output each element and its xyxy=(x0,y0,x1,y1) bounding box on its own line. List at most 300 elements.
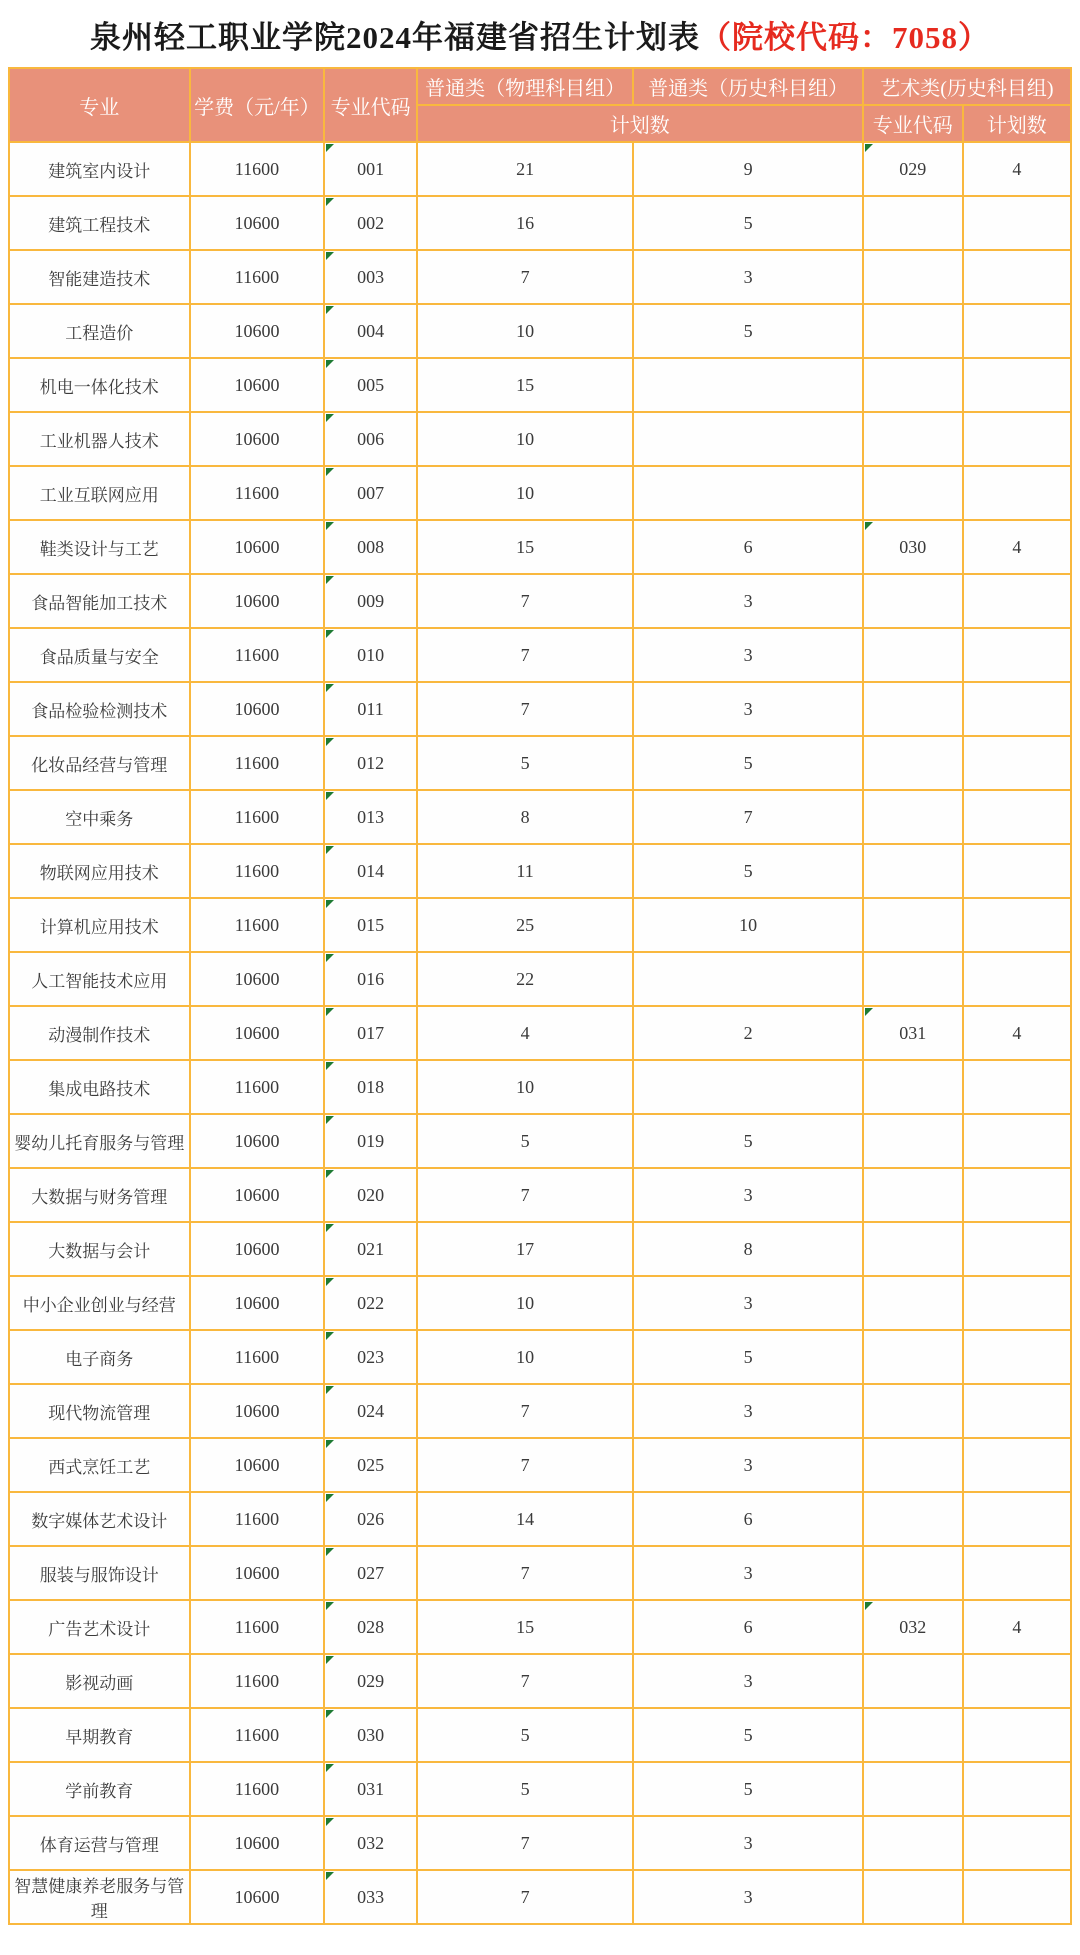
art-plan-cell xyxy=(963,1870,1071,1924)
history-plan-cell xyxy=(633,358,862,412)
cell-error-indicator-icon xyxy=(326,306,334,314)
major-cell: 物联网应用技术 xyxy=(9,844,190,898)
tuition-cell: 10600 xyxy=(190,412,325,466)
art-plan-cell xyxy=(963,790,1071,844)
physics-plan-cell: 7 xyxy=(417,1654,634,1708)
history-plan-cell: 3 xyxy=(633,1168,862,1222)
major-code-cell: 005 xyxy=(324,358,416,412)
art-code-cell xyxy=(863,1708,963,1762)
tuition-cell: 10600 xyxy=(190,304,325,358)
tuition-cell: 11600 xyxy=(190,1654,325,1708)
table-row xyxy=(9,1168,1071,1222)
tuition-cell: 11600 xyxy=(190,250,325,304)
major-cell: 服装与服饰设计 xyxy=(9,1546,190,1600)
art-plan-cell: 4 xyxy=(963,520,1071,574)
major-code-cell: 009 xyxy=(324,574,416,628)
physics-plan-cell: 5 xyxy=(417,736,634,790)
major-code-cell: 033 xyxy=(324,1870,416,1924)
art-code-cell xyxy=(863,1060,963,1114)
physics-plan-cell: 22 xyxy=(417,952,634,1006)
art-plan-cell: 4 xyxy=(963,142,1071,196)
major-code-cell: 026 xyxy=(324,1492,416,1546)
history-plan-cell: 5 xyxy=(633,1762,862,1816)
history-plan-cell: 9 xyxy=(633,142,862,196)
art-code-cell xyxy=(863,250,963,304)
table-row xyxy=(9,1438,1071,1492)
history-plan-cell: 3 xyxy=(633,250,862,304)
major-code-cell: 012 xyxy=(324,736,416,790)
history-plan-cell xyxy=(633,952,862,1006)
art-plan-cell xyxy=(963,1222,1071,1276)
cell-error-indicator-icon xyxy=(326,468,334,476)
art-code-cell xyxy=(863,1762,963,1816)
enrollment-plan-table xyxy=(8,67,1072,1925)
tuition-cell: 11600 xyxy=(190,844,325,898)
major-code-cell: 006 xyxy=(324,412,416,466)
header-plan-count: 计划数 xyxy=(417,105,863,142)
art-code-cell xyxy=(863,358,963,412)
art-plan-cell: 4 xyxy=(963,1006,1071,1060)
cell-error-indicator-icon xyxy=(326,414,334,422)
table-row xyxy=(9,250,1071,304)
art-plan-cell xyxy=(963,1492,1071,1546)
physics-plan-cell: 5 xyxy=(417,1708,634,1762)
art-plan-cell xyxy=(963,412,1071,466)
art-plan-cell xyxy=(963,574,1071,628)
physics-plan-cell: 14 xyxy=(417,1492,634,1546)
header-art-major-code: 专业代码 xyxy=(863,105,963,142)
tuition-cell: 10600 xyxy=(190,1168,325,1222)
physics-plan-cell: 10 xyxy=(417,1330,634,1384)
physics-plan-cell: 10 xyxy=(417,1276,634,1330)
physics-plan-cell: 7 xyxy=(417,1384,634,1438)
art-plan-cell xyxy=(963,628,1071,682)
cell-error-indicator-icon xyxy=(326,144,334,152)
cell-error-indicator-icon xyxy=(865,1008,873,1016)
table-row xyxy=(9,1654,1071,1708)
art-code-cell xyxy=(863,1870,963,1924)
cell-error-indicator-icon xyxy=(326,1062,334,1070)
major-cell: 食品检验检测技术 xyxy=(9,682,190,736)
art-plan-cell xyxy=(963,250,1071,304)
major-code-cell: 017 xyxy=(324,1006,416,1060)
art-plan-cell xyxy=(963,1438,1071,1492)
cell-error-indicator-icon xyxy=(326,846,334,854)
major-cell: 学前教育 xyxy=(9,1762,190,1816)
header-major: 专业 xyxy=(9,68,190,142)
cell-error-indicator-icon xyxy=(326,1440,334,1448)
art-plan-cell xyxy=(963,1276,1071,1330)
major-code-cell: 020 xyxy=(324,1168,416,1222)
art-code-cell xyxy=(863,1384,963,1438)
major-code-cell: 025 xyxy=(324,1438,416,1492)
physics-plan-cell: 16 xyxy=(417,196,634,250)
history-plan-cell: 3 xyxy=(633,1384,862,1438)
header-history-group: 普通类（历史科目组） xyxy=(633,68,862,105)
history-plan-cell: 3 xyxy=(633,682,862,736)
physics-plan-cell: 8 xyxy=(417,790,634,844)
history-plan-cell: 10 xyxy=(633,898,862,952)
cell-error-indicator-icon xyxy=(326,1872,334,1880)
art-code-cell xyxy=(863,412,963,466)
art-code-cell xyxy=(863,898,963,952)
art-code-cell xyxy=(863,952,963,1006)
tuition-cell: 10600 xyxy=(190,1438,325,1492)
cell-error-indicator-icon xyxy=(326,1386,334,1394)
cell-error-indicator-icon xyxy=(326,954,334,962)
art-code-cell: 029 xyxy=(863,142,963,196)
cell-error-indicator-icon xyxy=(326,1602,334,1610)
tuition-cell: 10600 xyxy=(190,682,325,736)
major-cell: 大数据与财务管理 xyxy=(9,1168,190,1222)
tuition-cell: 10600 xyxy=(190,574,325,628)
major-cell: 食品质量与安全 xyxy=(9,628,190,682)
table-row xyxy=(9,142,1071,196)
history-plan-cell: 6 xyxy=(633,520,862,574)
major-code-cell: 019 xyxy=(324,1114,416,1168)
cell-error-indicator-icon xyxy=(865,522,873,530)
history-plan-cell: 5 xyxy=(633,844,862,898)
art-code-cell xyxy=(863,790,963,844)
art-code-cell xyxy=(863,1492,963,1546)
art-plan-cell xyxy=(963,196,1071,250)
major-cell: 计算机应用技术 xyxy=(9,898,190,952)
art-code-cell xyxy=(863,1276,963,1330)
art-plan-cell xyxy=(963,1546,1071,1600)
art-code-cell: 030 xyxy=(863,520,963,574)
tuition-cell: 10600 xyxy=(190,1276,325,1330)
art-plan-cell xyxy=(963,1060,1071,1114)
major-code-cell: 014 xyxy=(324,844,416,898)
art-code-cell: 032 xyxy=(863,1600,963,1654)
physics-plan-cell: 15 xyxy=(417,1600,634,1654)
major-cell: 婴幼儿托育服务与管理 xyxy=(9,1114,190,1168)
art-code-cell xyxy=(863,1222,963,1276)
physics-plan-cell: 4 xyxy=(417,1006,634,1060)
tuition-cell: 10600 xyxy=(190,520,325,574)
major-code-cell: 028 xyxy=(324,1600,416,1654)
major-code-cell: 004 xyxy=(324,304,416,358)
art-code-cell xyxy=(863,682,963,736)
history-plan-cell: 3 xyxy=(633,1546,862,1600)
tuition-cell: 11600 xyxy=(190,898,325,952)
table-row xyxy=(9,1222,1071,1276)
major-code-cell: 030 xyxy=(324,1708,416,1762)
tuition-cell: 11600 xyxy=(190,1330,325,1384)
physics-plan-cell: 7 xyxy=(417,682,634,736)
art-plan-cell xyxy=(963,1708,1071,1762)
history-plan-cell: 5 xyxy=(633,1330,862,1384)
physics-plan-cell: 7 xyxy=(417,1546,634,1600)
page-title xyxy=(0,0,1080,67)
tuition-cell: 11600 xyxy=(190,628,325,682)
major-cell: 空中乘务 xyxy=(9,790,190,844)
history-plan-cell: 5 xyxy=(633,196,862,250)
history-plan-cell: 5 xyxy=(633,304,862,358)
history-plan-cell: 2 xyxy=(633,1006,862,1060)
cell-error-indicator-icon xyxy=(326,252,334,260)
cell-error-indicator-icon xyxy=(326,522,334,530)
cell-error-indicator-icon xyxy=(326,360,334,368)
tuition-cell: 11600 xyxy=(190,466,325,520)
physics-plan-cell: 10 xyxy=(417,304,634,358)
cell-error-indicator-icon xyxy=(865,1602,873,1610)
history-plan-cell: 3 xyxy=(633,1276,862,1330)
cell-error-indicator-icon xyxy=(326,576,334,584)
table-row xyxy=(9,682,1071,736)
major-cell: 食品智能加工技术 xyxy=(9,574,190,628)
major-code-cell: 024 xyxy=(324,1384,416,1438)
physics-plan-cell: 7 xyxy=(417,1438,634,1492)
physics-plan-cell: 10 xyxy=(417,1060,634,1114)
table-row xyxy=(9,1762,1071,1816)
major-cell: 人工智能技术应用 xyxy=(9,952,190,1006)
history-plan-cell: 6 xyxy=(633,1600,862,1654)
major-code-cell: 016 xyxy=(324,952,416,1006)
table-row xyxy=(9,790,1071,844)
header-major-code: 专业代码 xyxy=(324,68,416,142)
table-row xyxy=(9,844,1071,898)
major-code-cell: 003 xyxy=(324,250,416,304)
art-plan-cell xyxy=(963,952,1071,1006)
major-cell: 影视动画 xyxy=(9,1654,190,1708)
table-row xyxy=(9,1276,1071,1330)
art-code-cell xyxy=(863,574,963,628)
physics-plan-cell: 7 xyxy=(417,1168,634,1222)
major-cell: 电子商务 xyxy=(9,1330,190,1384)
history-plan-cell: 5 xyxy=(633,1114,862,1168)
history-plan-cell: 5 xyxy=(633,1708,862,1762)
header-tuition: 学费（元/年） xyxy=(190,68,325,142)
major-cell: 工程造价 xyxy=(9,304,190,358)
major-code-cell: 010 xyxy=(324,628,416,682)
major-code-cell: 031 xyxy=(324,1762,416,1816)
major-cell: 智慧健康养老服务与管理 xyxy=(9,1870,190,1924)
physics-plan-cell: 5 xyxy=(417,1114,634,1168)
tuition-cell: 11600 xyxy=(190,790,325,844)
art-plan-cell xyxy=(963,898,1071,952)
tuition-cell: 10600 xyxy=(190,1384,325,1438)
major-cell: 早期教育 xyxy=(9,1708,190,1762)
art-plan-cell xyxy=(963,1762,1071,1816)
major-cell: 动漫制作技术 xyxy=(9,1006,190,1060)
table-row xyxy=(9,1870,1071,1924)
major-code-cell: 023 xyxy=(324,1330,416,1384)
art-code-cell xyxy=(863,1438,963,1492)
major-code-cell: 022 xyxy=(324,1276,416,1330)
cell-error-indicator-icon xyxy=(326,1116,334,1124)
cell-error-indicator-icon xyxy=(326,1818,334,1826)
table-row xyxy=(9,1708,1071,1762)
major-code-cell: 018 xyxy=(324,1060,416,1114)
tuition-cell: 10600 xyxy=(190,1006,325,1060)
table-row xyxy=(9,412,1071,466)
physics-plan-cell: 7 xyxy=(417,628,634,682)
major-code-cell: 011 xyxy=(324,682,416,736)
history-plan-cell: 3 xyxy=(633,1438,862,1492)
tuition-cell: 10600 xyxy=(190,196,325,250)
art-code-cell xyxy=(863,1168,963,1222)
art-code-cell xyxy=(863,466,963,520)
major-code-cell: 027 xyxy=(324,1546,416,1600)
cell-error-indicator-icon xyxy=(326,792,334,800)
art-code-cell xyxy=(863,844,963,898)
art-plan-cell xyxy=(963,304,1071,358)
physics-plan-cell: 7 xyxy=(417,574,634,628)
major-cell: 建筑工程技术 xyxy=(9,196,190,250)
header-physics-group: 普通类（物理科目组） xyxy=(417,68,634,105)
history-plan-cell: 6 xyxy=(633,1492,862,1546)
history-plan-cell: 7 xyxy=(633,790,862,844)
tuition-cell: 10600 xyxy=(190,1546,325,1600)
physics-plan-cell: 17 xyxy=(417,1222,634,1276)
physics-plan-cell: 21 xyxy=(417,142,634,196)
major-code-cell: 013 xyxy=(324,790,416,844)
physics-plan-cell: 5 xyxy=(417,1762,634,1816)
table-row xyxy=(9,1006,1071,1060)
history-plan-cell: 3 xyxy=(633,1654,862,1708)
major-code-cell: 008 xyxy=(324,520,416,574)
art-code-cell xyxy=(863,1654,963,1708)
cell-error-indicator-icon xyxy=(326,630,334,638)
art-plan-cell xyxy=(963,1384,1071,1438)
history-plan-cell: 3 xyxy=(633,574,862,628)
major-cell: 现代物流管理 xyxy=(9,1384,190,1438)
art-code-cell xyxy=(863,1114,963,1168)
major-cell: 大数据与会计 xyxy=(9,1222,190,1276)
major-cell: 鞋类设计与工艺 xyxy=(9,520,190,574)
table-row xyxy=(9,1384,1071,1438)
major-cell: 数字媒体艺术设计 xyxy=(9,1492,190,1546)
cell-error-indicator-icon xyxy=(326,1332,334,1340)
tuition-cell: 10600 xyxy=(190,1870,325,1924)
table-row xyxy=(9,898,1071,952)
tuition-cell: 11600 xyxy=(190,736,325,790)
table-row xyxy=(9,1546,1071,1600)
table-row xyxy=(9,736,1071,790)
art-plan-cell xyxy=(963,736,1071,790)
major-cell: 化妆品经营与管理 xyxy=(9,736,190,790)
history-plan-cell: 3 xyxy=(633,1816,862,1870)
physics-plan-cell: 15 xyxy=(417,520,634,574)
major-cell: 广告艺术设计 xyxy=(9,1600,190,1654)
major-code-cell: 032 xyxy=(324,1816,416,1870)
major-cell: 智能建造技术 xyxy=(9,250,190,304)
major-code-cell: 002 xyxy=(324,196,416,250)
major-code-cell: 029 xyxy=(324,1654,416,1708)
cell-error-indicator-icon xyxy=(326,1548,334,1556)
history-plan-cell: 5 xyxy=(633,736,862,790)
page-title-main: 泉州轻工职业学院2024年福建省招生计划表 xyxy=(90,20,700,55)
art-plan-cell xyxy=(963,466,1071,520)
cell-error-indicator-icon xyxy=(326,738,334,746)
major-cell: 建筑室内设计 xyxy=(9,142,190,196)
cell-error-indicator-icon xyxy=(326,1278,334,1286)
table-row xyxy=(9,1816,1071,1870)
art-code-cell xyxy=(863,1330,963,1384)
major-cell: 西式烹饪工艺 xyxy=(9,1438,190,1492)
major-cell: 集成电路技术 xyxy=(9,1060,190,1114)
table-row xyxy=(9,1060,1071,1114)
major-code-cell: 021 xyxy=(324,1222,416,1276)
header-art-group: 艺术类(历史科目组) xyxy=(863,68,1071,105)
tuition-cell: 11600 xyxy=(190,1708,325,1762)
table-body xyxy=(9,142,1071,1924)
table-row xyxy=(9,466,1071,520)
tuition-cell: 10600 xyxy=(190,1222,325,1276)
cell-error-indicator-icon xyxy=(326,1494,334,1502)
cell-error-indicator-icon xyxy=(326,1764,334,1772)
major-code-cell: 015 xyxy=(324,898,416,952)
tuition-cell: 11600 xyxy=(190,1600,325,1654)
physics-plan-cell: 7 xyxy=(417,1816,634,1870)
art-plan-cell xyxy=(963,1816,1071,1870)
cell-error-indicator-icon xyxy=(326,1170,334,1178)
table-row xyxy=(9,304,1071,358)
art-plan-cell xyxy=(963,1168,1071,1222)
cell-error-indicator-icon xyxy=(865,144,873,152)
cell-error-indicator-icon xyxy=(326,900,334,908)
header-art-plan-count: 计划数 xyxy=(963,105,1071,142)
tuition-cell: 11600 xyxy=(190,1492,325,1546)
history-plan-cell xyxy=(633,466,862,520)
physics-plan-cell: 15 xyxy=(417,358,634,412)
major-cell: 体育运营与管理 xyxy=(9,1816,190,1870)
tuition-cell: 10600 xyxy=(190,1816,325,1870)
cell-error-indicator-icon xyxy=(326,198,334,206)
major-cell: 工业互联网应用 xyxy=(9,466,190,520)
physics-plan-cell: 7 xyxy=(417,1870,634,1924)
table-header xyxy=(9,68,1071,142)
cell-error-indicator-icon xyxy=(326,1008,334,1016)
tuition-cell: 11600 xyxy=(190,142,325,196)
major-cell: 中小企业创业与经营 xyxy=(9,1276,190,1330)
art-plan-cell: 4 xyxy=(963,1600,1071,1654)
history-plan-cell: 3 xyxy=(633,1870,862,1924)
table-row xyxy=(9,196,1071,250)
table-row xyxy=(9,1114,1071,1168)
physics-plan-cell: 10 xyxy=(417,466,634,520)
cell-error-indicator-icon xyxy=(326,1710,334,1718)
art-plan-cell xyxy=(963,1330,1071,1384)
tuition-cell: 10600 xyxy=(190,952,325,1006)
page-title-college-code: （院校代码：7058） xyxy=(700,20,990,55)
cell-error-indicator-icon xyxy=(326,1656,334,1664)
major-cell: 工业机器人技术 xyxy=(9,412,190,466)
history-plan-cell: 3 xyxy=(633,628,862,682)
tuition-cell: 10600 xyxy=(190,1114,325,1168)
table-row xyxy=(9,520,1071,574)
physics-plan-cell: 10 xyxy=(417,412,634,466)
table-row xyxy=(9,358,1071,412)
cell-error-indicator-icon xyxy=(326,1224,334,1232)
art-plan-cell xyxy=(963,844,1071,898)
history-plan-cell xyxy=(633,412,862,466)
tuition-cell: 10600 xyxy=(190,358,325,412)
art-code-cell xyxy=(863,1546,963,1600)
table-row xyxy=(9,1330,1071,1384)
cell-error-indicator-icon xyxy=(326,684,334,692)
history-plan-cell: 8 xyxy=(633,1222,862,1276)
table-row xyxy=(9,1600,1071,1654)
art-code-cell: 031 xyxy=(863,1006,963,1060)
physics-plan-cell: 25 xyxy=(417,898,634,952)
art-code-cell xyxy=(863,196,963,250)
physics-plan-cell: 7 xyxy=(417,250,634,304)
art-plan-cell xyxy=(963,682,1071,736)
table-row xyxy=(9,952,1071,1006)
table-row xyxy=(9,1492,1071,1546)
